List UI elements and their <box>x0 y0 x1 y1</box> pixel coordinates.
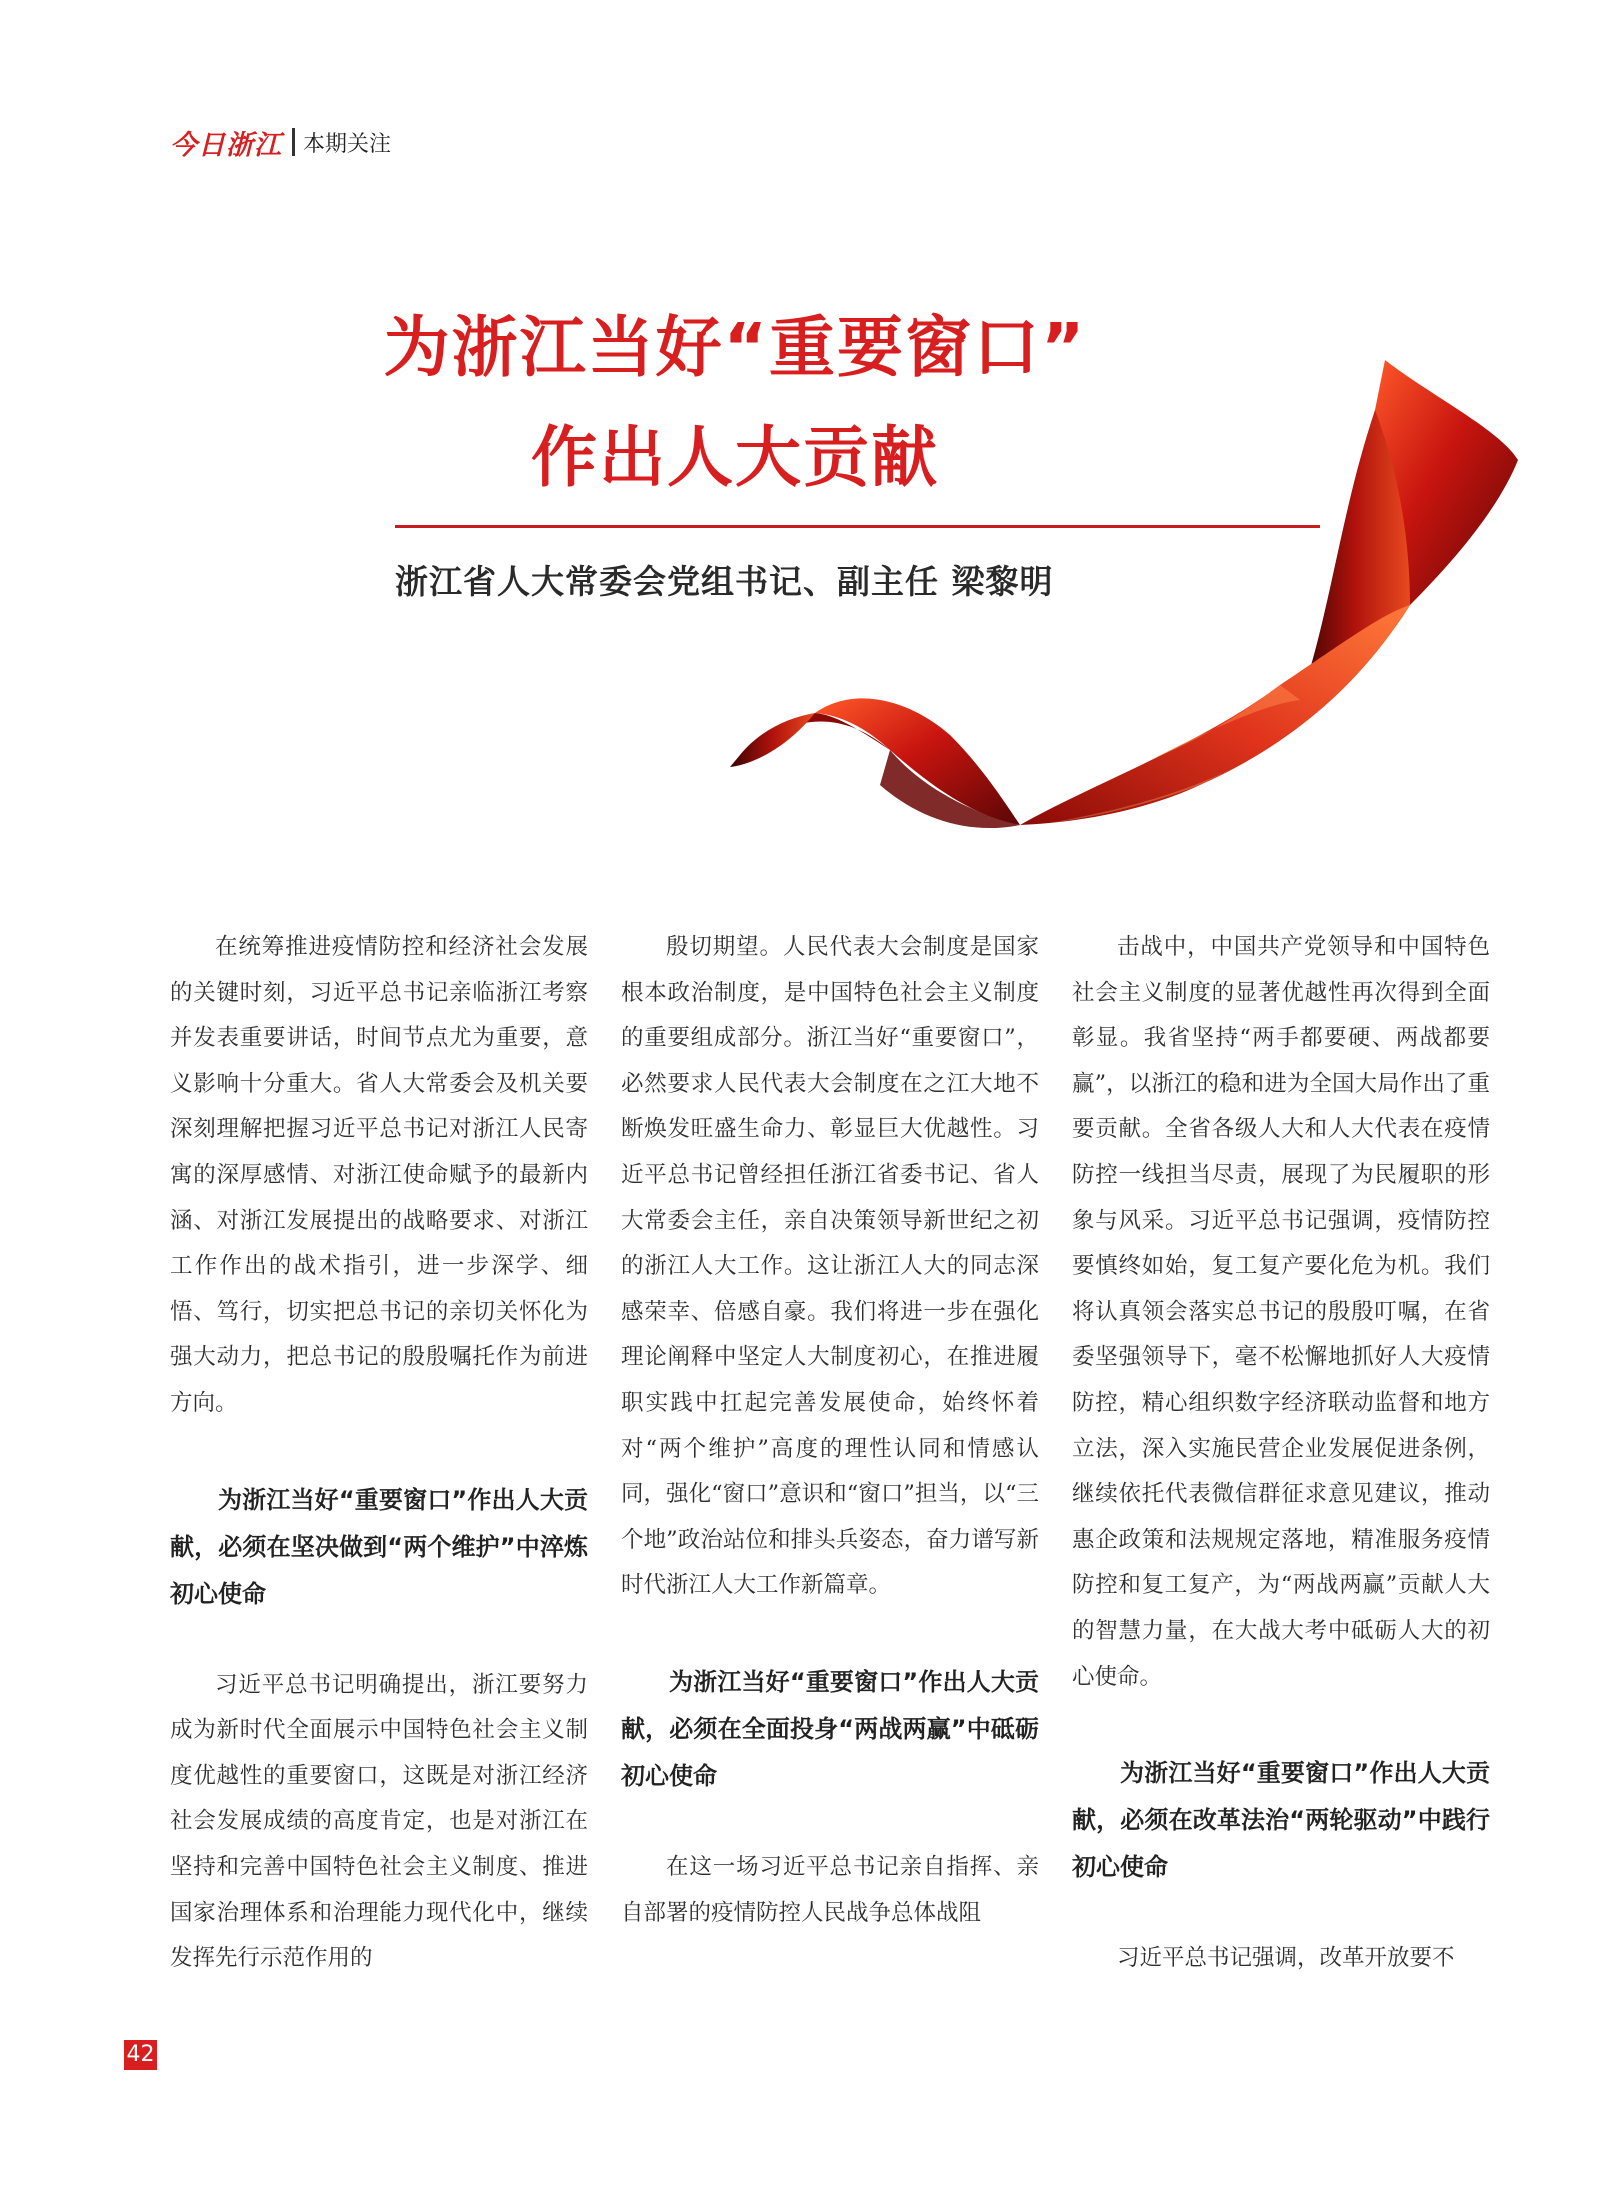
magazine-logo: 今日浙江 <box>170 129 282 161</box>
author-byline: 浙江省人大常委会党组书记、副主任 梁黎明 <box>395 562 1054 601</box>
paragraph: 习近平总书记强调，改革开放要不 <box>1117 1945 1455 1972</box>
paragraph: 在这一场习近平总书记亲自指挥、亲自部署的疫情防控人民战争总体战阻 <box>621 1853 1039 1926</box>
text-column-1 <box>170 925 588 1982</box>
text-column-2 <box>621 925 1039 1936</box>
section-heading: 为浙江当好“重要窗口”作出人大贡献，必须在全面投身“两战两赢”中砥砺初心使命 <box>621 1667 1039 1790</box>
paragraph: 在统筹推进疫情防控和经济社会发展的关键时刻，习近平总书记亲临浙江考察并发表重要讲话，时间节点尤为重要，意义影响十分重大。省人大常委会及机关要深刻理解把握习近平总书记对浙江人民寄寓的深厚感情、对浙江使命赋予的最新内涵、对浙江发展提出的战略要求、对浙江工作作出的战术指引，进一步深学、细悟、笃行，切实把总书记的亲切关怀化为强大动力，把总书记的殷殷嘱托作为前进方向。 <box>170 934 588 1416</box>
section-label: 本期关注 <box>303 131 392 157</box>
section-heading: 为浙江当好“重要窗口”作出人大贡献，必须在改革法治“两轮驱动”中践行初心使命 <box>1072 1759 1490 1882</box>
masthead <box>170 124 391 160</box>
masthead-divider <box>292 128 295 156</box>
section-heading: 为浙江当好“重要窗口”作出人大贡献，必须在坚决做到“两个维护”中淬炼初心使命 <box>170 1485 588 1608</box>
article-title-line-1: 为浙江当好“重要窗口” <box>383 309 1087 386</box>
paragraph: 殷切期望。人民代表大会制度是国家根本政治制度，是中国特色社会主义制度的重要组成部分。浙江当好“重要窗口”，必然要求人民代表大会制度在之江大地不断焕发旺盛生命力、彰显巨大优越性。习近平总书记曾经担任浙江省委书记、省人大常委会主任，亲自决策领导新世纪之初的浙江人大工作。这让浙江人大的同志深感荣幸、倍感自豪。我们将进一步在强化理论阐释中坚定人大制度初心，在推进履职实践中扛起完善发展使命，始终怀着对“两个维护”高度的理性认同和情感认同，强化“窗口”意识和“窗口”担当，以“三个地”政治站位和排头兵姿态，奋力谱写新时代浙江人大工作新篇章。 <box>621 934 1039 1599</box>
paragraph: 击战中，中国共产党领导和中国特色社会主义制度的显著优越性再次得到全面彰显。我省坚持“两手都要硬、两战都要赢”，以浙江的稳和进为全国大局作出了重要贡献。全省各级人大和人大代表在疫情防控一线担当尽责，展现了为民履职的形象与风采。习近平总书记强调，疫情防控要慎终如始，复工复产要化危为机。我们将认真领会落实总书记的殷殷叮嘱，在省委坚强领导下，毫不松懈地抓好人大疫情防控，精心组织数字经济联动监督和地方立法，深入实施民营企业发展促进条例，继续依托代表微信群征求意见建议，推动惠企政策和法规规定落地，精准服务疫情防控和复工复产，为“两战两赢”贡献人大的智慧力量，在大战大考中砥砺人大的初心使命。 <box>1072 934 1490 1690</box>
paragraph: 习近平总书记明确提出，浙江要努力成为新时代全面展示中国特色社会主义制度优越性的重要窗口，这既是对浙江经济社会发展成绩的高度肯定，也是对浙江在坚持和完善中国特色社会主义制度、推进国家治理体系和治理能力现代化中，继续发挥先行示范作用的 <box>170 1671 588 1972</box>
title-rule <box>395 525 1320 528</box>
article-title-line-2: 作出人大贡献 <box>531 419 939 496</box>
page-number: 42 <box>124 2040 157 2070</box>
text-column-3 <box>1072 925 1490 1982</box>
